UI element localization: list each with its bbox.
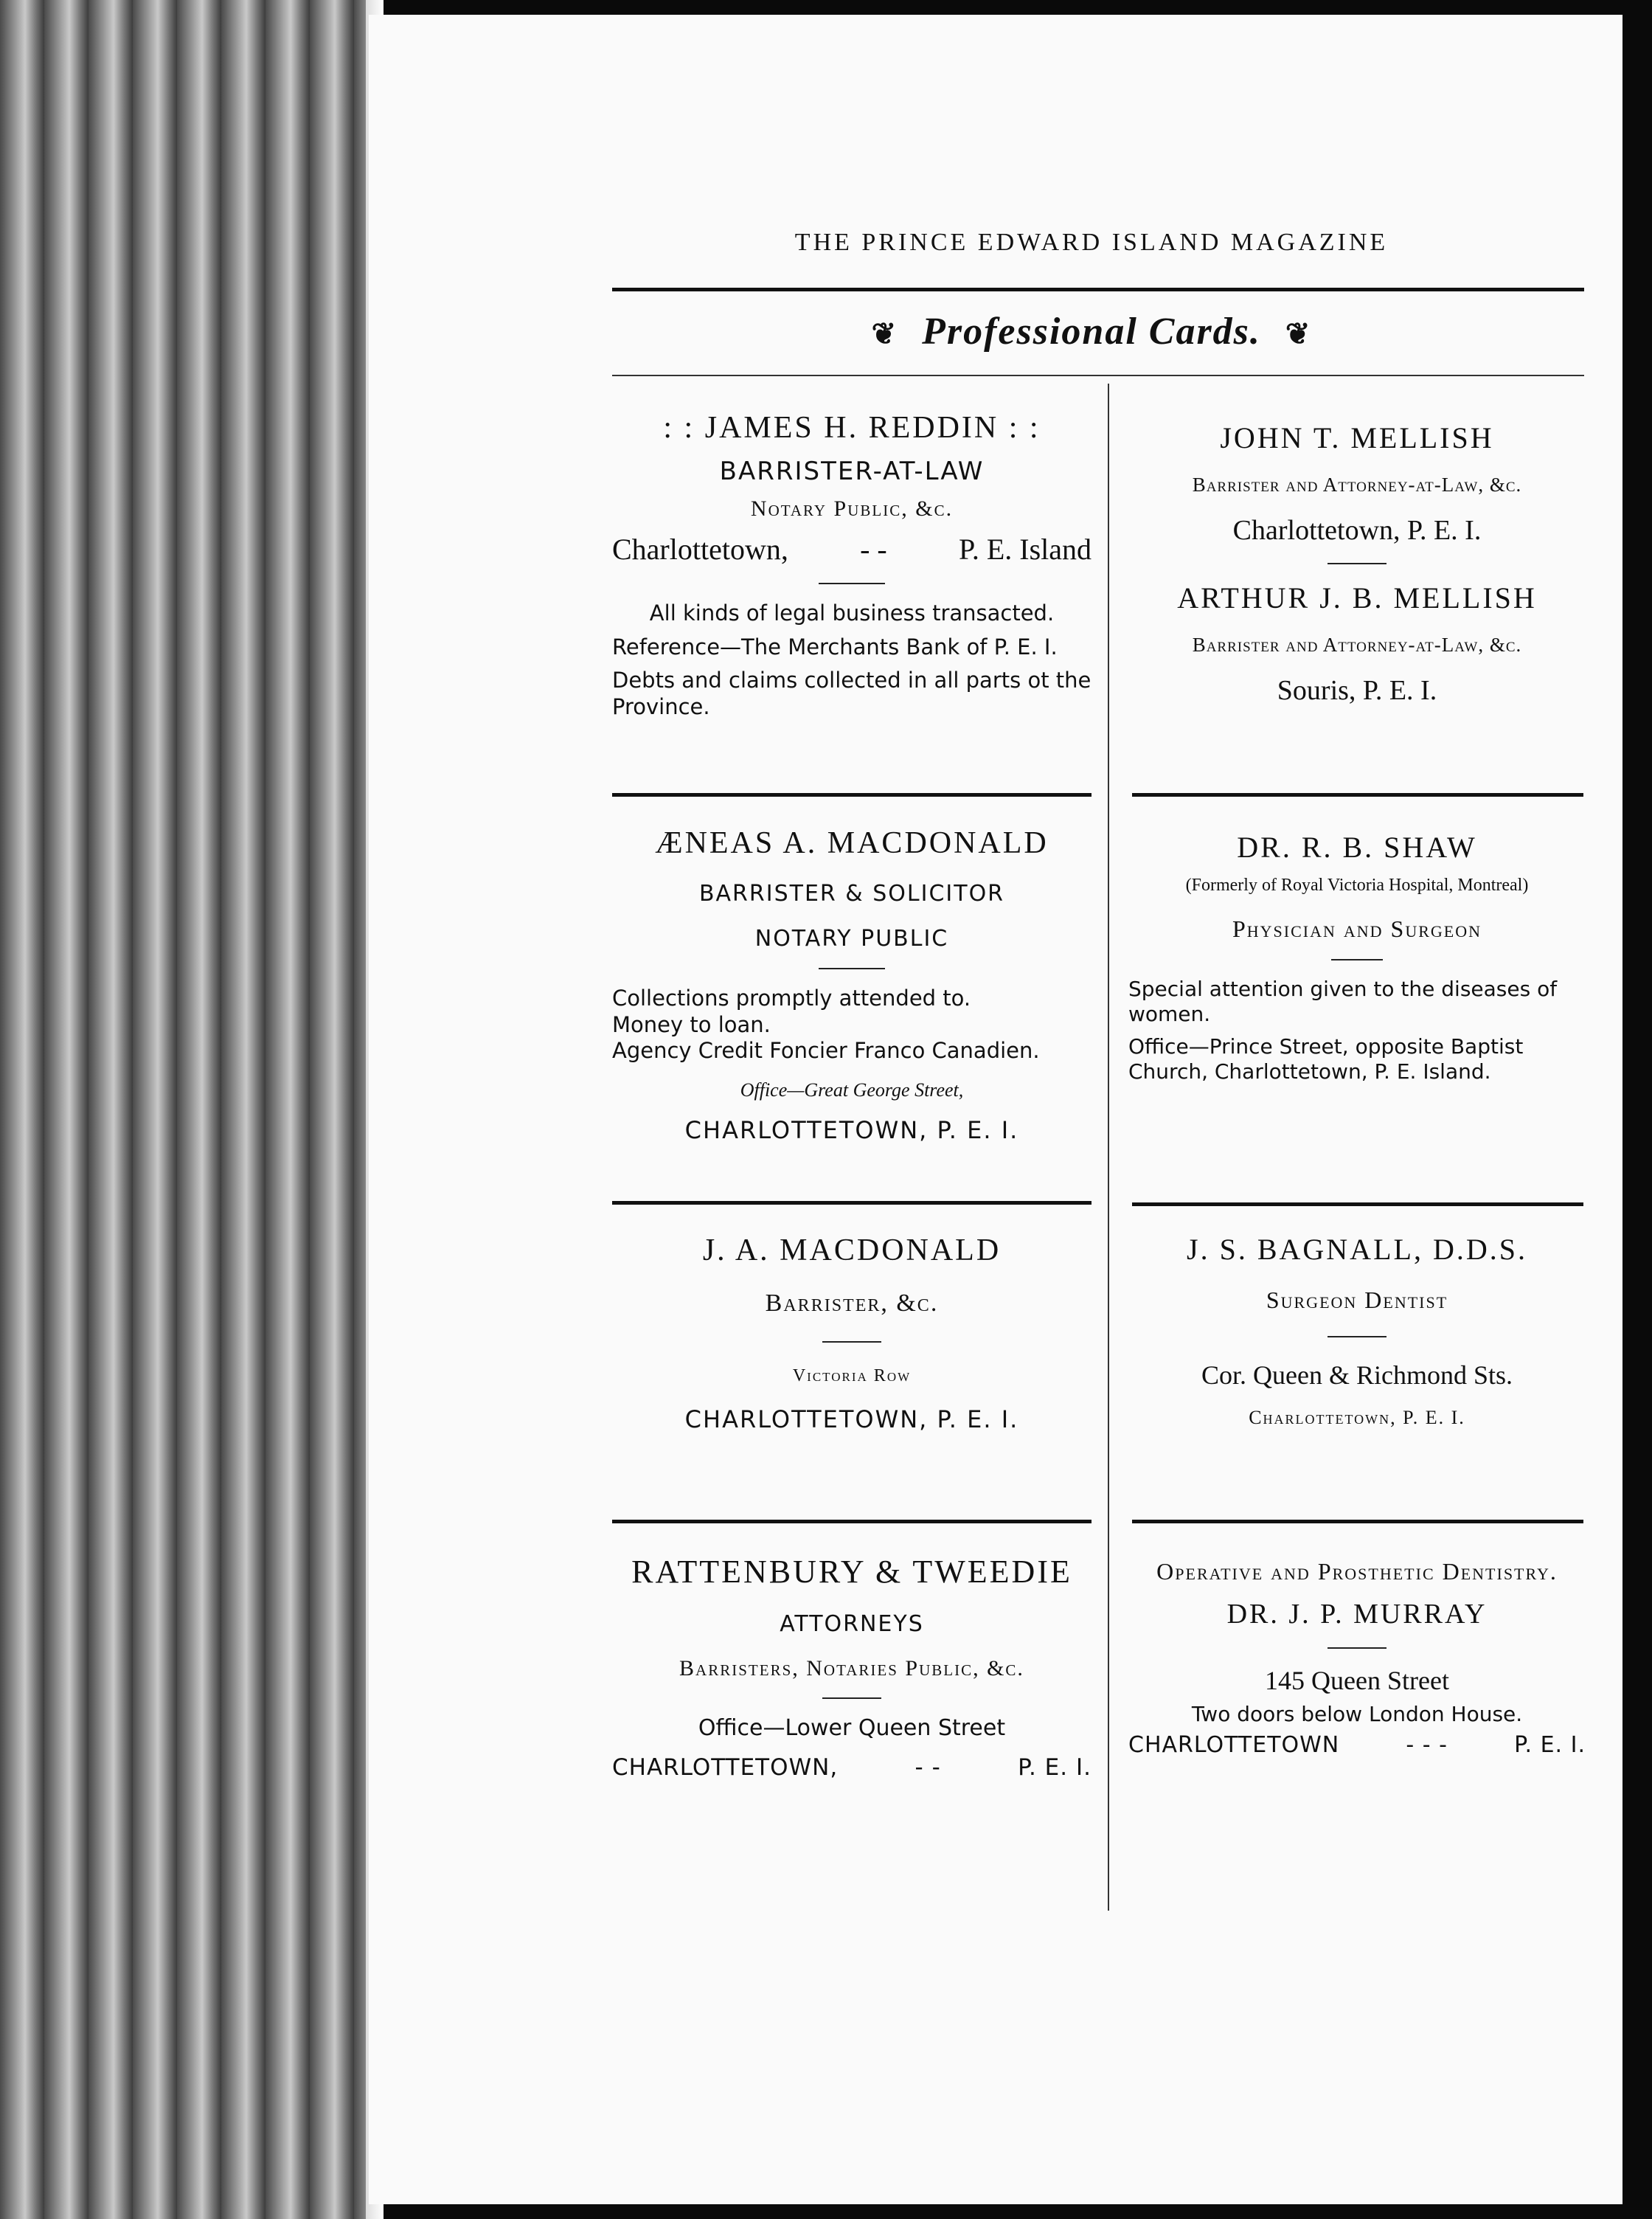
separator (822, 1341, 881, 1343)
card-address: Cor. Queen & Richmond Sts. (1201, 1360, 1513, 1390)
card-title: BARRISTER-AT-LAW (719, 457, 985, 487)
card-address: 145 Queen Street (1265, 1666, 1449, 1696)
row-rule (612, 1520, 1092, 1523)
card-name: ÆNEAS A. MACDONALD (655, 826, 1049, 860)
body-line: Collections promptly attended to. (612, 986, 971, 1011)
place-left: CHARLOTTETOWN (1128, 1732, 1340, 1759)
card-name: JOHN T. MELLISH (1220, 421, 1494, 454)
card-place (1128, 1732, 1586, 1758)
separator (1328, 1336, 1386, 1337)
body-line: All kinds of legal business transacted. (649, 600, 1055, 626)
row-rule (612, 793, 1092, 797)
column-divider (1108, 384, 1109, 1911)
card-shaw (1128, 830, 1586, 1092)
card-name: J. A. MACDONALD (702, 1233, 1002, 1267)
card-title: Barrister and Attorney-at-Law, &c. (1192, 474, 1522, 496)
card-title: Physician and Surgeon (1232, 915, 1482, 942)
card-name: DR. J. P. MURRAY (1226, 1598, 1488, 1630)
book-page-edges (0, 0, 384, 2219)
card-name: ARTHUR J. B. MELLISH (1177, 581, 1537, 615)
card-place: Charlottetown, P. E. I. (1232, 515, 1482, 546)
body-line: Office—Prince Street, opposite Baptist Church, Charlottetown, P. E. Island. (1128, 1034, 1524, 1084)
card-bagnall (1128, 1232, 1586, 1429)
card-subtitle: Notary Public, &c. (750, 496, 954, 522)
card-place (612, 532, 1092, 567)
title-rule (612, 375, 1584, 376)
separator (822, 1697, 881, 1699)
body-line: Money to loan. (612, 1011, 771, 1037)
card-name: : : JAMES H. REDDIN : : (663, 411, 1041, 445)
body-line: Agency Credit Foncier Franco Canadien. (612, 1038, 1040, 1064)
place-right: P. E. I. (1018, 1754, 1092, 1781)
ornament-right-icon: ❦ (1285, 317, 1312, 350)
card-place (612, 1754, 1092, 1781)
card-title: Barrister, &c. (765, 1289, 939, 1318)
body-line: Reference—The Merchants Bank of P. E. I. (612, 634, 1058, 660)
place-right: P. E. Island (959, 533, 1092, 567)
card-mellish (1128, 420, 1586, 707)
card-formerly: (Formerly of Royal Victoria Hospital, Montreal) (1185, 876, 1529, 895)
card-place: Charlottetown, P. E. I. (1249, 1407, 1465, 1428)
running-head: THE PRINCE EDWARD ISLAND MAGAZINE (794, 229, 1389, 256)
section-title-text: Professional Cards. (922, 311, 1261, 353)
card-subtitle: Barristers, Notaries Public, &c. (679, 1655, 1024, 1680)
card-ja-macdonald (612, 1232, 1092, 1433)
card-heading: Operative and Prosthetic Dentistry. (1156, 1558, 1558, 1585)
card-name: J. S. BAGNALL, D.D.S. (1187, 1233, 1527, 1266)
place-right: P. E. I. (1514, 1732, 1586, 1759)
card-reddin (612, 409, 1092, 727)
body-line: Special attention given to the diseases of women. (1128, 976, 1558, 1026)
card-title: BARRISTER & SOLICITOR (698, 881, 1005, 907)
card-body (612, 600, 1092, 720)
card-office: Office—Lower Queen Street (698, 1714, 1006, 1741)
place-left: Charlottetown, (612, 533, 788, 567)
header-rule (612, 288, 1584, 291)
separator (819, 968, 885, 969)
place-dashes: - - - (1406, 1732, 1448, 1759)
card-place: CHARLOTTETOWN, P. E. I. (684, 1405, 1019, 1434)
card-body (1128, 977, 1586, 1085)
row-rule (1132, 1202, 1583, 1206)
card-name: DR. R. B. SHAW (1237, 831, 1477, 864)
card-place: CHARLOTTETOWN, P. E. I. (684, 1115, 1019, 1144)
separator (1328, 563, 1386, 564)
card-note: Two doors below London House. (1191, 1702, 1523, 1727)
row-rule (1132, 793, 1583, 797)
separator (1331, 959, 1383, 960)
card-subtitle: NOTARY PUBLIC (754, 926, 949, 952)
ornament-left-icon: ❦ (871, 317, 898, 350)
row-rule (1132, 1520, 1583, 1523)
card-murray (1128, 1557, 1586, 1758)
row-rule (612, 1201, 1092, 1205)
card-title: Surgeon Dentist (1266, 1287, 1448, 1313)
separator (819, 583, 885, 584)
place-dashes: - - (860, 533, 887, 567)
card-rattenbury-tweedie (612, 1553, 1092, 1781)
body-line: Debts and claims collected in all parts ot the Province. (612, 668, 1092, 719)
card-street: Victoria Row (792, 1366, 912, 1386)
card-title: Barrister and Attorney-at-Law, &c. (1192, 634, 1522, 656)
card-body (612, 986, 1092, 1064)
place-left: CHARLOTTETOWN, (612, 1754, 839, 1781)
card-title: ATTORNEYS (780, 1610, 924, 1637)
card-aeneas-macdonald (612, 825, 1092, 1144)
card-place: Souris, P. E. I. (1277, 675, 1437, 706)
card-office: Office—Great George Street, (740, 1079, 964, 1101)
section-title (612, 310, 1571, 353)
card-name: RATTENBURY & TWEEDIE (631, 1554, 1072, 1590)
separator (1328, 1647, 1386, 1649)
place-dashes: - - (914, 1754, 941, 1781)
